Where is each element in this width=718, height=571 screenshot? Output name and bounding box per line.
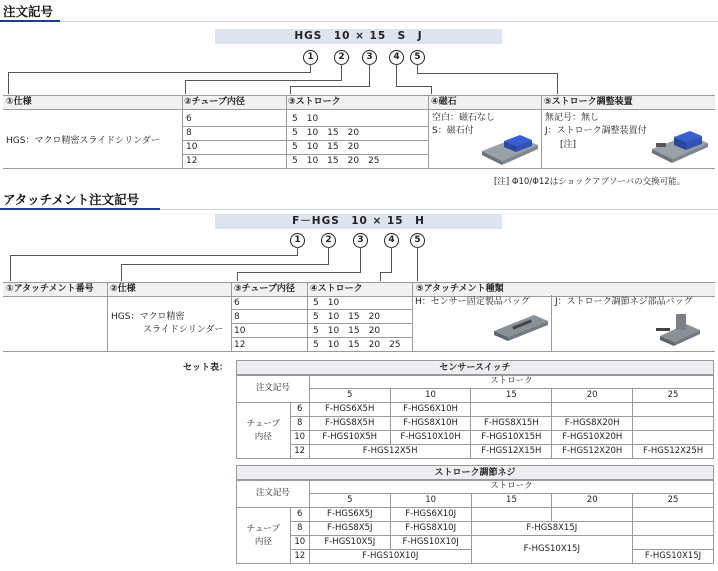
connector — [391, 247, 392, 272]
stroke2-value: 5 10 15 20 — [313, 326, 381, 336]
row-line — [231, 337, 412, 338]
stroke-col: 10 — [390, 389, 471, 403]
part-number: F-HGS10X10J — [390, 536, 471, 550]
bore-cell: 6 — [290, 508, 309, 522]
magnet-option: 空白：磁石なし — [432, 113, 496, 123]
part-number: F-HGS6X5J — [309, 508, 390, 522]
connector — [360, 247, 361, 272]
stroke-col: 5 — [309, 494, 390, 508]
attach-number-2: 2 — [321, 233, 336, 248]
row-line — [3, 351, 715, 352]
bore-label: 内径 — [254, 431, 272, 442]
part-number: F-HGS8X15J — [471, 522, 632, 536]
part-number: F-HGS8X10H — [390, 417, 471, 431]
bore-value: 10 — [186, 142, 198, 152]
bore2-value: 6 — [234, 298, 240, 308]
row-line — [231, 309, 412, 310]
bore-value: 8 — [186, 128, 192, 138]
bore-cell: 10 — [290, 536, 309, 550]
adjust-option: J：ストローク調整装置付 — [545, 126, 647, 136]
header-stroke2: ④ストローク — [310, 284, 363, 294]
code-label-cell: 注文記号 — [237, 375, 310, 403]
row-line — [231, 323, 412, 324]
attach-number-1: 1 — [290, 233, 305, 248]
attach-number-3: 3 — [353, 233, 368, 248]
part-number: F-HGS8X5H — [309, 417, 390, 431]
attach-type-h: H：センサー固定製品バッグ — [415, 297, 530, 307]
empty-cell — [552, 403, 633, 417]
part-number: F-HGS8X15H — [471, 417, 552, 431]
title-rule — [60, 21, 718, 22]
bore2-value: 10 — [234, 326, 246, 336]
bore2-value: 12 — [234, 340, 246, 350]
stroke-screw-title: ストローク調節ネジ — [236, 465, 714, 481]
part-number: F-HGS10X20H — [552, 431, 633, 445]
connector — [380, 272, 381, 281]
code-label-cell: 注文記号 — [237, 480, 310, 508]
stroke2-value: 5 10 15 20 — [313, 312, 381, 322]
bore-label: 内径 — [254, 536, 272, 547]
header-attach-type: ⑤アタッチメント種類 — [416, 284, 504, 294]
shock-absorber-note: [注] Φ10/Φ12はショックアブソーバの交換可能。 — [494, 177, 686, 187]
stroke-label-cell: ストローク — [309, 375, 713, 389]
stroke-value: 5 10 15 20 — [292, 142, 360, 152]
header-magnet: ④磁石 — [431, 97, 457, 107]
part-number: F-HGS6X10J — [390, 508, 471, 522]
empty-cell — [633, 417, 714, 431]
part-number: F-HGS10X5J — [309, 536, 390, 550]
stroke2-value: 5 10 15 20 25 — [313, 340, 401, 350]
connector — [10, 255, 11, 281]
connector — [10, 255, 298, 256]
part-number: F-HGS8X10J — [390, 522, 471, 536]
connector — [185, 80, 186, 94]
header-spec2: ②仕様 — [110, 284, 136, 294]
empty-cell — [471, 403, 552, 417]
part-number: F-HGS8X20H — [552, 417, 633, 431]
tube-label: チューブ — [246, 523, 280, 534]
stroke2-value: 5 10 — [313, 298, 340, 308]
part-number: F-HGS10X5H — [309, 431, 390, 445]
title-rule — [160, 209, 718, 210]
divider — [428, 95, 429, 169]
stroke-screw-table — [236, 479, 714, 564]
connector — [237, 272, 238, 281]
attach-type-j: J：ストローク調節ネジ部品バッグ — [555, 297, 693, 307]
part-number: F-HGS6X10H — [390, 403, 471, 417]
code-number-3: 3 — [362, 50, 377, 65]
connector — [310, 64, 311, 72]
bore-cell: 8 — [290, 417, 309, 431]
divider — [307, 282, 308, 351]
part-number: F-HGS10X15H — [471, 431, 552, 445]
connector — [557, 73, 558, 94]
empty-cell — [471, 508, 552, 522]
empty-cell — [633, 536, 714, 550]
connector — [431, 86, 432, 94]
stroke-screw-bracket-image — [650, 306, 710, 350]
slide-cylinder-image — [478, 125, 542, 167]
code-number-1: 1 — [303, 50, 318, 65]
code-number-5: 5 — [410, 50, 425, 65]
empty-cell — [633, 403, 714, 417]
connector — [396, 64, 397, 86]
attach-number-5: 5 — [410, 233, 425, 248]
header-attach-no: ①アタッチメント番号 — [6, 284, 94, 294]
header-bore: ②チューブ内径 — [184, 97, 245, 107]
divider — [182, 95, 183, 169]
connector — [297, 247, 298, 255]
connector — [290, 86, 291, 94]
stroke-col: 20 — [552, 494, 633, 508]
part-number: F-HGS10X15J — [471, 536, 632, 564]
adjust-note-mark: [注] — [560, 140, 577, 150]
divider — [107, 282, 108, 351]
header-stroke: ③ストローク — [288, 97, 341, 107]
set-table-label: セット表： — [183, 363, 229, 373]
attachment-code-bar: F－HGS 10 × 15 H — [215, 214, 502, 229]
connector — [369, 64, 370, 86]
connector — [121, 264, 329, 265]
part-number: F-HGS10X10J — [309, 550, 471, 564]
spec2-line2: スライドシリンダー — [143, 325, 224, 335]
header-adjust: ⑤ストローク調整装置 — [544, 97, 633, 107]
stroke-col: 15 — [471, 389, 552, 403]
connector — [8, 72, 9, 94]
sensor-switch-table — [236, 374, 714, 459]
header-spec: ①仕様 — [6, 97, 32, 107]
row-line — [3, 168, 715, 169]
stroke-col: 5 — [309, 389, 390, 403]
connector — [121, 264, 122, 281]
code-number-4: 4 — [389, 50, 404, 65]
connector — [290, 86, 370, 87]
code-number-2: 2 — [334, 50, 349, 65]
tube-bore-label — [237, 403, 291, 459]
connector — [8, 72, 311, 73]
bore-value: 12 — [186, 156, 198, 166]
bore-cell: 8 — [290, 522, 309, 536]
part-number: F-HGS12X25H — [633, 445, 714, 459]
connector — [417, 247, 418, 281]
title-underline — [0, 20, 60, 22]
tube-bore-label — [237, 508, 291, 564]
part-number: F-HGS8X5J — [309, 522, 390, 536]
empty-cell — [633, 508, 714, 522]
part-number: F-HGS10X10H — [390, 431, 471, 445]
bore-cell: 12 — [290, 550, 309, 564]
order-code-title: 注文記号 — [3, 4, 54, 19]
stroke-col: 25 — [633, 389, 714, 403]
header-bore2: ③チューブ内径 — [234, 284, 295, 294]
title-underline — [0, 208, 160, 210]
connector — [185, 80, 342, 81]
spec2-line1: HGS：マクロ精密 — [111, 312, 185, 322]
order-code-bar: HGS 10 × 15 S J — [215, 29, 502, 44]
bore-cell: 10 — [290, 431, 309, 445]
slide-cylinder-adjust-image — [648, 123, 712, 168]
connector — [237, 272, 361, 273]
adjust-option: 無記号：無し — [545, 113, 600, 123]
connector — [341, 64, 342, 80]
bore-cell: 12 — [290, 445, 309, 459]
attach-number-4: 4 — [384, 233, 399, 248]
sensor-bracket-image — [490, 307, 552, 345]
stroke-col: 20 — [552, 389, 633, 403]
stroke-value: 5 10 15 20 25 — [292, 156, 380, 166]
part-number: F-HGS12X5H — [309, 445, 471, 459]
stroke-value: 5 10 15 20 — [292, 128, 360, 138]
connector — [380, 272, 392, 273]
connector — [328, 247, 329, 264]
divider — [231, 282, 232, 351]
stroke-label-cell: ストローク — [309, 480, 713, 494]
attachment-code-title: アタッチメント注文記号 — [3, 192, 140, 207]
part-number: F-HGS12X20H — [552, 445, 633, 459]
part-number: F-HGS10X15J — [633, 550, 714, 564]
stroke-col: 25 — [633, 494, 714, 508]
magnet-option: S：磁石付 — [432, 126, 474, 136]
part-number: F-HGS12X15H — [471, 445, 552, 459]
part-number: F-HGS6X5H — [309, 403, 390, 417]
bore2-value: 8 — [234, 312, 240, 322]
stroke-col: 15 — [471, 494, 552, 508]
bore-cell: 6 — [290, 403, 309, 417]
empty-cell — [633, 522, 714, 536]
spec-value: HGS：マクロ精密スライドシリンダー — [6, 136, 160, 146]
bore-value: 6 — [186, 114, 192, 124]
sensor-switch-title: センサースイッチ — [236, 360, 714, 376]
connector — [417, 73, 558, 74]
tube-label: チューブ — [246, 418, 280, 429]
empty-cell — [633, 431, 714, 445]
stroke-col: 10 — [390, 494, 471, 508]
divider — [286, 95, 287, 169]
stroke-value: 5 10 — [292, 114, 319, 124]
connector — [396, 86, 432, 87]
empty-cell — [552, 508, 633, 522]
divider — [412, 282, 413, 351]
